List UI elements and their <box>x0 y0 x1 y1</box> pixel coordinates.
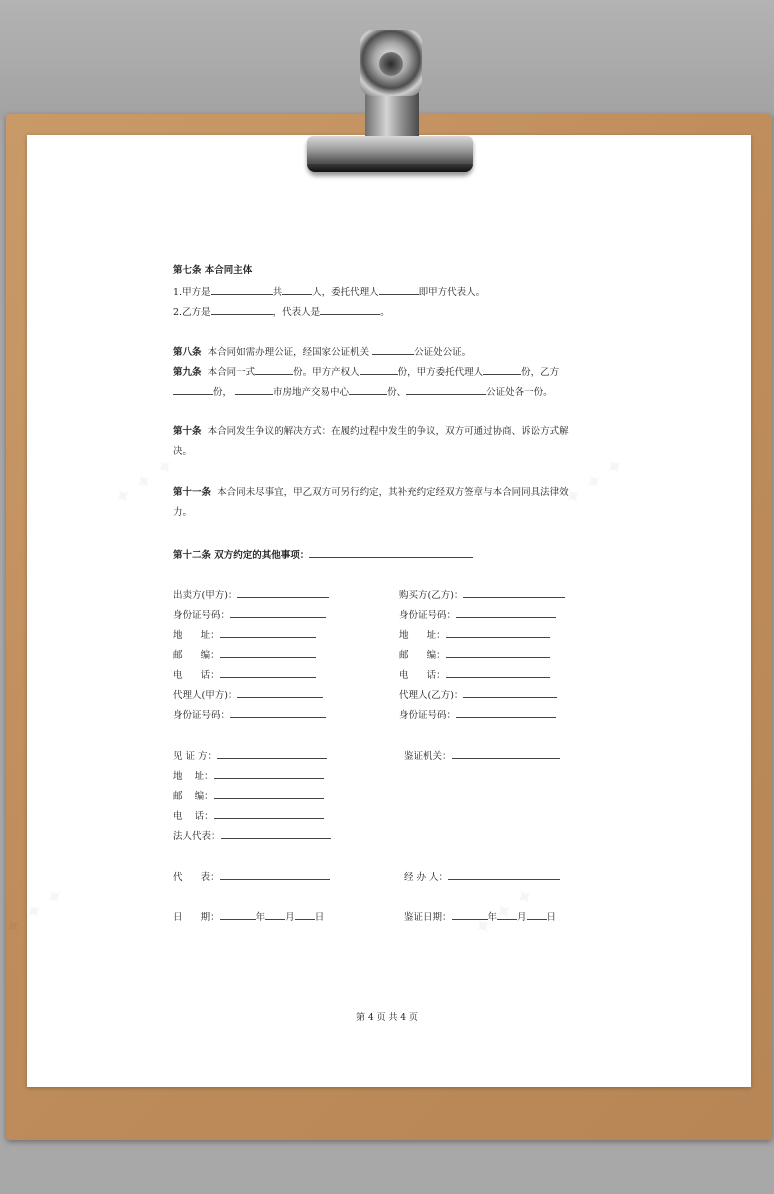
buyer-agent: 代理人(乙方)： <box>399 687 557 703</box>
binder-clip-hole <box>379 52 403 76</box>
buyer-id: 身份证号码： <box>399 607 556 623</box>
witness-legal-rep: 法人代表： <box>173 828 331 844</box>
buyer-phone: 电 话： <box>399 667 550 683</box>
seller-id: 身份证号码： <box>173 607 326 623</box>
binder-clip <box>307 136 473 172</box>
article8: 第八条 本合同如需办理公证，经国家公证机关 公证处公证。 <box>173 344 471 360</box>
article7-line2: 2.乙方是 ，代表人是 。 <box>173 304 390 320</box>
buyer-postcode: 邮 编： <box>399 647 550 663</box>
witness-representative: 代 表： <box>173 869 330 885</box>
witness-phone: 电 话： <box>173 808 324 824</box>
notary-name: 鉴证机关： <box>404 748 560 764</box>
seller-address: 地 址： <box>173 627 316 643</box>
seller-phone: 电 话： <box>173 667 316 683</box>
article11-line1: 第十一条 本合同未尽事宜，甲乙双方可另行约定，其补充约定经双方签章与本合同同具法律效 <box>173 487 569 498</box>
binder-clip-arm <box>365 90 419 142</box>
article9-line2: 份， 市房地产交易中心 份、 公证处各一份。 <box>173 384 553 400</box>
article12: 第十二条 双方约定的其他事项： <box>173 547 473 563</box>
page-number: 第 4 页 共 4 页 <box>356 1013 418 1023</box>
article9-line1: 第九条 本合同一式 份。甲方产权人 份，甲方委托代理人 份，乙方 <box>173 364 559 380</box>
notary-date: 鉴证日期： 年 月 日 <box>404 909 556 925</box>
witness-address: 地 址： <box>173 768 324 784</box>
buyer-address: 地 址： <box>399 627 550 643</box>
witness-name: 见 证 方： <box>173 748 327 764</box>
witness-postcode: 邮 编： <box>173 788 324 804</box>
seller-agent: 代理人(甲方)： <box>173 687 323 703</box>
article10-line2: 决。 <box>173 446 193 457</box>
buyer-agent-id: 身份证号码： <box>399 707 556 723</box>
seller-postcode: 邮 编： <box>173 647 316 663</box>
document-page <box>27 135 751 1087</box>
article11-line2: 力。 <box>173 507 193 518</box>
notary-handler: 经 办 人： <box>404 869 560 885</box>
article10-line1: 第十条 本合同发生争议的解决方式：在履约过程中发生的争议，双方可通过协商、诉讼方式解 <box>173 426 569 437</box>
witness-date: 日 期： 年 月 日 <box>173 909 324 925</box>
buyer-name: 购买方(乙方)： <box>399 587 565 603</box>
seller-name: 出卖方(甲方)： <box>173 587 329 603</box>
article7-line1: 1.甲方是 共 人，委托代理人 即甲方代表人。 <box>173 284 485 300</box>
seller-agent-id: 身份证号码： <box>173 707 326 723</box>
article-heading: 第七条 本合同主体 <box>173 265 253 276</box>
